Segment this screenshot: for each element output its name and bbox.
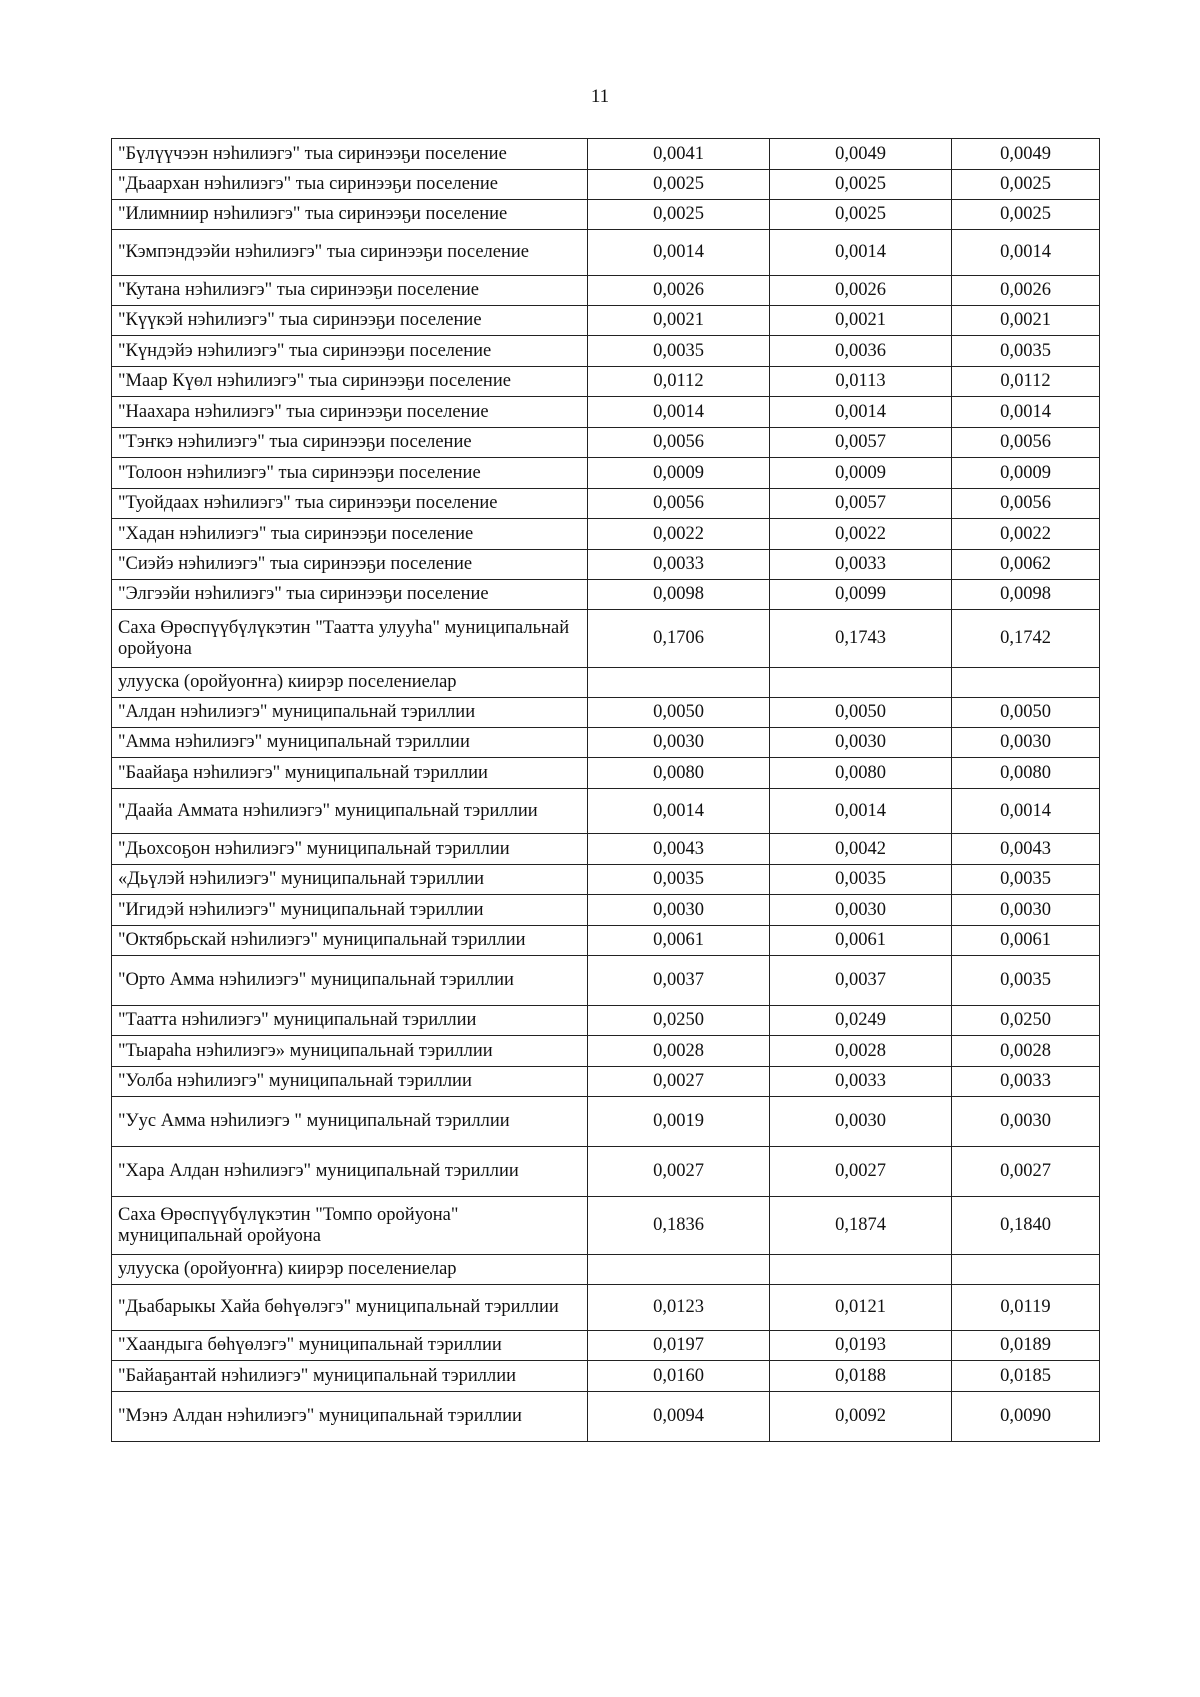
row-value-1-cell [588, 1255, 770, 1285]
row-value-3-cell: 0,1840 [952, 1197, 1100, 1255]
row-name-cell: "Наахара нэһилиэгэ" тыа сиринээҕи поселение [112, 397, 588, 428]
row-name-cell: "Толоон нэһилиэгэ" тыа сиринээҕи поселение [112, 458, 588, 489]
row-value-2-cell: 0,0249 [770, 1006, 952, 1036]
table-row [112, 865, 1100, 895]
table-row [112, 1067, 1100, 1097]
row-name-cell: "Байаҕантай нэһилиэгэ" муниципальнай тэриллии [112, 1361, 588, 1392]
row-value-3-cell: 0,0119 [952, 1285, 1100, 1331]
row-name-cell: "Игидэй нэһилиэгэ" муниципальнай тэриллии [112, 895, 588, 926]
row-value-3-cell: 0,0090 [952, 1392, 1100, 1442]
row-value-3-cell: 0,0098 [952, 580, 1100, 610]
row-name-cell: "Уолба нэһилиэгэ" муниципальнай тэриллии [112, 1067, 588, 1097]
row-value-1-cell: 0,0056 [588, 489, 770, 519]
row-value-1-cell: 0,0030 [588, 728, 770, 758]
row-value-2-cell: 0,0025 [770, 170, 952, 200]
row-value-1-cell: 0,0014 [588, 397, 770, 428]
row-value-1-cell: 0,0197 [588, 1331, 770, 1361]
table-row [112, 550, 1100, 580]
page-number: 11 [590, 86, 610, 107]
row-value-1-cell: 0,0041 [588, 139, 770, 170]
row-value-2-cell: 0,1743 [770, 610, 952, 668]
row-name-cell: улууска (оройуоҥҥа) киирэр поселениелар [112, 1255, 588, 1285]
table-row [112, 1036, 1100, 1067]
row-value-1-cell: 0,0033 [588, 550, 770, 580]
row-value-1-cell: 0,0035 [588, 865, 770, 895]
table-row [112, 698, 1100, 728]
row-value-2-cell: 0,0057 [770, 489, 952, 519]
row-name-cell: "Дьаархан нэһилиэгэ" тыа сиринээҕи поселение [112, 170, 588, 200]
table-row [112, 668, 1100, 698]
row-value-3-cell: 0,1742 [952, 610, 1100, 668]
table-row [112, 610, 1100, 668]
row-value-2-cell: 0,0028 [770, 1036, 952, 1067]
row-value-3-cell: 0,0021 [952, 306, 1100, 336]
row-value-1-cell [588, 668, 770, 698]
row-value-1-cell: 0,0050 [588, 698, 770, 728]
table-row [112, 1255, 1100, 1285]
row-name-cell: "Күүкэй нэһилиэгэ" тыа сиринээҕи поселение [112, 306, 588, 336]
row-value-3-cell: 0,0014 [952, 230, 1100, 276]
row-value-2-cell: 0,0092 [770, 1392, 952, 1442]
row-value-3-cell: 0,0025 [952, 200, 1100, 230]
row-value-1-cell: 0,1706 [588, 610, 770, 668]
row-value-1-cell: 0,0160 [588, 1361, 770, 1392]
row-name-cell: "Кэмпэндээйи нэһилиэгэ" тыа сиринээҕи поселение [112, 230, 588, 276]
row-name-cell: "Мэнэ Алдан нэһилиэгэ" муниципальнай тэриллии [112, 1392, 588, 1442]
row-name-cell: "Амма нэһилиэгэ" муниципальнай тэриллии [112, 728, 588, 758]
table-row [112, 200, 1100, 230]
row-value-2-cell: 0,0049 [770, 139, 952, 170]
row-value-1-cell: 0,0250 [588, 1006, 770, 1036]
row-value-2-cell: 0,0193 [770, 1331, 952, 1361]
row-value-3-cell: 0,0025 [952, 170, 1100, 200]
row-value-2-cell: 0,0030 [770, 895, 952, 926]
row-name-cell: Саха Өрөспүүбүлүкэтин "Таатта улууһа" муниципальнай оройуона [112, 610, 588, 668]
row-value-3-cell: 0,0033 [952, 1067, 1100, 1097]
row-value-2-cell: 0,0080 [770, 758, 952, 789]
row-value-1-cell: 0,0098 [588, 580, 770, 610]
row-value-2-cell: 0,0061 [770, 926, 952, 956]
row-name-cell: "Маар Күөл нэһилиэгэ" тыа сиринээҕи поселение [112, 367, 588, 397]
row-value-3-cell: 0,0030 [952, 895, 1100, 926]
table-row [112, 834, 1100, 865]
row-value-3-cell: 0,0035 [952, 336, 1100, 367]
row-value-3-cell: 0,0030 [952, 1097, 1100, 1147]
row-value-2-cell [770, 668, 952, 698]
row-name-cell: "Даайа Аммата нэһилиэгэ" муниципальнай тэриллии [112, 789, 588, 834]
row-name-cell: "Кутана нэһилиэгэ" тыа сиринээҕи поселение [112, 276, 588, 306]
row-value-2-cell: 0,0050 [770, 698, 952, 728]
row-value-2-cell: 0,1874 [770, 1197, 952, 1255]
row-value-2-cell: 0,0014 [770, 230, 952, 276]
row-value-3-cell: 0,0014 [952, 397, 1100, 428]
row-value-1-cell: 0,0056 [588, 428, 770, 458]
row-value-2-cell: 0,0033 [770, 550, 952, 580]
row-value-3-cell: 0,0112 [952, 367, 1100, 397]
row-name-cell: "Октябрьскай нэһилиэгэ" муниципальнай тэриллии [112, 926, 588, 956]
row-value-3-cell: 0,0027 [952, 1147, 1100, 1197]
row-name-cell: "Дьохсоҕон нэһилиэгэ" муниципальнай тэриллии [112, 834, 588, 865]
row-name-cell: "Күндэйэ нэһилиэгэ" тыа сиринээҕи поселение [112, 336, 588, 367]
row-value-2-cell: 0,0030 [770, 1097, 952, 1147]
row-value-1-cell: 0,0026 [588, 276, 770, 306]
row-value-1-cell: 0,0028 [588, 1036, 770, 1067]
row-value-3-cell [952, 668, 1100, 698]
row-value-3-cell: 0,0035 [952, 956, 1100, 1006]
row-name-cell: "Сиэйэ нэһилиэгэ" тыа сиринээҕи поселение [112, 550, 588, 580]
table-row [112, 728, 1100, 758]
row-value-1-cell: 0,0014 [588, 789, 770, 834]
row-value-1-cell: 0,0030 [588, 895, 770, 926]
row-name-cell: Саха Өрөспүүбүлүкэтин "Томпо оройуона" муниципальнай оройуона [112, 1197, 588, 1255]
row-name-cell: «Дьүлэй нэһилиэгэ" муниципальнай тэриллии [112, 865, 588, 895]
row-value-1-cell: 0,0027 [588, 1067, 770, 1097]
row-value-1-cell: 0,0112 [588, 367, 770, 397]
row-value-3-cell: 0,0061 [952, 926, 1100, 956]
row-value-2-cell: 0,0009 [770, 458, 952, 489]
table-row [112, 367, 1100, 397]
row-name-cell: "Бүлүүчээн нэһилиэгэ" тыа сиринээҕи поселение [112, 139, 588, 170]
row-value-3-cell: 0,0035 [952, 865, 1100, 895]
table-row [112, 276, 1100, 306]
row-value-3-cell: 0,0009 [952, 458, 1100, 489]
row-value-2-cell: 0,0042 [770, 834, 952, 865]
row-value-1-cell: 0,0043 [588, 834, 770, 865]
row-value-2-cell: 0,0021 [770, 306, 952, 336]
row-value-1-cell: 0,0061 [588, 926, 770, 956]
row-value-1-cell: 0,0037 [588, 956, 770, 1006]
table-row [112, 170, 1100, 200]
table-row [112, 1097, 1100, 1147]
row-name-cell: "Алдан нэһилиэгэ" муниципальнай тэриллии [112, 698, 588, 728]
row-value-1-cell: 0,0025 [588, 200, 770, 230]
data-table [111, 138, 1100, 1442]
row-name-cell: улууска (оройуоҥҥа) киирэр поселениелар [112, 668, 588, 698]
row-value-2-cell: 0,0025 [770, 200, 952, 230]
row-value-3-cell: 0,0080 [952, 758, 1100, 789]
row-value-3-cell: 0,0022 [952, 519, 1100, 550]
table-row [112, 895, 1100, 926]
row-value-3-cell: 0,0049 [952, 139, 1100, 170]
table-row [112, 306, 1100, 336]
row-name-cell: "Илимниир нэһилиэгэ" тыа сиринээҕи поселение [112, 200, 588, 230]
row-name-cell: "Тыараһа нэһилиэгэ» муниципальнай тэриллии [112, 1036, 588, 1067]
row-value-3-cell: 0,0056 [952, 428, 1100, 458]
row-value-1-cell: 0,0009 [588, 458, 770, 489]
row-name-cell: "Баайаҕа нэһилиэгэ" муниципальнай тэриллии [112, 758, 588, 789]
table-row [112, 336, 1100, 367]
row-value-2-cell: 0,0026 [770, 276, 952, 306]
row-value-2-cell: 0,0188 [770, 1361, 952, 1392]
row-name-cell: "Хадан нэһилиэгэ" тыа сиринээҕи поселение [112, 519, 588, 550]
row-name-cell: "Дьабарыкы Хайа бөһүөлэгэ" муниципальнай тэриллии [112, 1285, 588, 1331]
row-value-2-cell: 0,0037 [770, 956, 952, 1006]
row-value-2-cell: 0,0027 [770, 1147, 952, 1197]
row-value-2-cell: 0,0014 [770, 397, 952, 428]
row-name-cell: "Элгээйи нэһилиэгэ" тыа сиринээҕи поселение [112, 580, 588, 610]
row-value-2-cell: 0,0030 [770, 728, 952, 758]
table-row [112, 1392, 1100, 1442]
row-value-3-cell: 0,0185 [952, 1361, 1100, 1392]
row-value-3-cell [952, 1255, 1100, 1285]
row-value-3-cell: 0,0189 [952, 1331, 1100, 1361]
row-name-cell: "Уус Амма нэһилиэгэ " муниципальнай тэриллии [112, 1097, 588, 1147]
row-value-1-cell: 0,1836 [588, 1197, 770, 1255]
row-value-3-cell: 0,0028 [952, 1036, 1100, 1067]
row-value-1-cell: 0,0025 [588, 170, 770, 200]
table-row [112, 758, 1100, 789]
table-row [112, 1331, 1100, 1361]
row-value-1-cell: 0,0080 [588, 758, 770, 789]
row-value-3-cell: 0,0050 [952, 698, 1100, 728]
table-row [112, 230, 1100, 276]
row-value-1-cell: 0,0035 [588, 336, 770, 367]
table-row [112, 489, 1100, 519]
table-row [112, 519, 1100, 550]
row-name-cell: "Орто Амма нэһилиэгэ" муниципальнай тэриллии [112, 956, 588, 1006]
row-name-cell: "Таатта нэһилиэгэ" муниципальнай тэриллии [112, 1006, 588, 1036]
row-value-2-cell: 0,0035 [770, 865, 952, 895]
row-value-3-cell: 0,0030 [952, 728, 1100, 758]
table-row [112, 139, 1100, 170]
row-value-1-cell: 0,0021 [588, 306, 770, 336]
table-row [112, 428, 1100, 458]
row-name-cell: "Хара Алдан нэһилиэгэ" муниципальнай тэриллии [112, 1147, 588, 1197]
table-row [112, 1285, 1100, 1331]
table-row [112, 1361, 1100, 1392]
row-value-2-cell: 0,0033 [770, 1067, 952, 1097]
table-row [112, 458, 1100, 489]
row-value-3-cell: 0,0062 [952, 550, 1100, 580]
row-value-1-cell: 0,0014 [588, 230, 770, 276]
row-value-3-cell: 0,0043 [952, 834, 1100, 865]
row-value-1-cell: 0,0123 [588, 1285, 770, 1331]
row-value-2-cell: 0,0014 [770, 789, 952, 834]
row-value-1-cell: 0,0094 [588, 1392, 770, 1442]
row-value-2-cell: 0,0099 [770, 580, 952, 610]
table-row [112, 397, 1100, 428]
table-row [112, 1006, 1100, 1036]
row-value-3-cell: 0,0014 [952, 789, 1100, 834]
table-body [112, 139, 1100, 1442]
table-row [112, 1147, 1100, 1197]
table-row [112, 789, 1100, 834]
row-value-1-cell: 0,0027 [588, 1147, 770, 1197]
row-value-3-cell: 0,0056 [952, 489, 1100, 519]
row-value-2-cell: 0,0057 [770, 428, 952, 458]
row-value-3-cell: 0,0026 [952, 276, 1100, 306]
row-value-2-cell [770, 1255, 952, 1285]
table-row [112, 926, 1100, 956]
table-row [112, 956, 1100, 1006]
row-value-2-cell: 0,0036 [770, 336, 952, 367]
row-value-2-cell: 0,0022 [770, 519, 952, 550]
row-value-2-cell: 0,0113 [770, 367, 952, 397]
table-row [112, 580, 1100, 610]
row-value-1-cell: 0,0019 [588, 1097, 770, 1147]
row-value-1-cell: 0,0022 [588, 519, 770, 550]
row-name-cell: "Хаандыга бөһүөлэгэ" муниципальнай тэриллии [112, 1331, 588, 1361]
row-name-cell: "Туойдаах нэһилиэгэ" тыа сиринээҕи поселение [112, 489, 588, 519]
table-row [112, 1197, 1100, 1255]
row-value-2-cell: 0,0121 [770, 1285, 952, 1331]
row-name-cell: "Тэҥкэ нэһилиэгэ" тыа сиринээҕи поселение [112, 428, 588, 458]
row-value-3-cell: 0,0250 [952, 1006, 1100, 1036]
